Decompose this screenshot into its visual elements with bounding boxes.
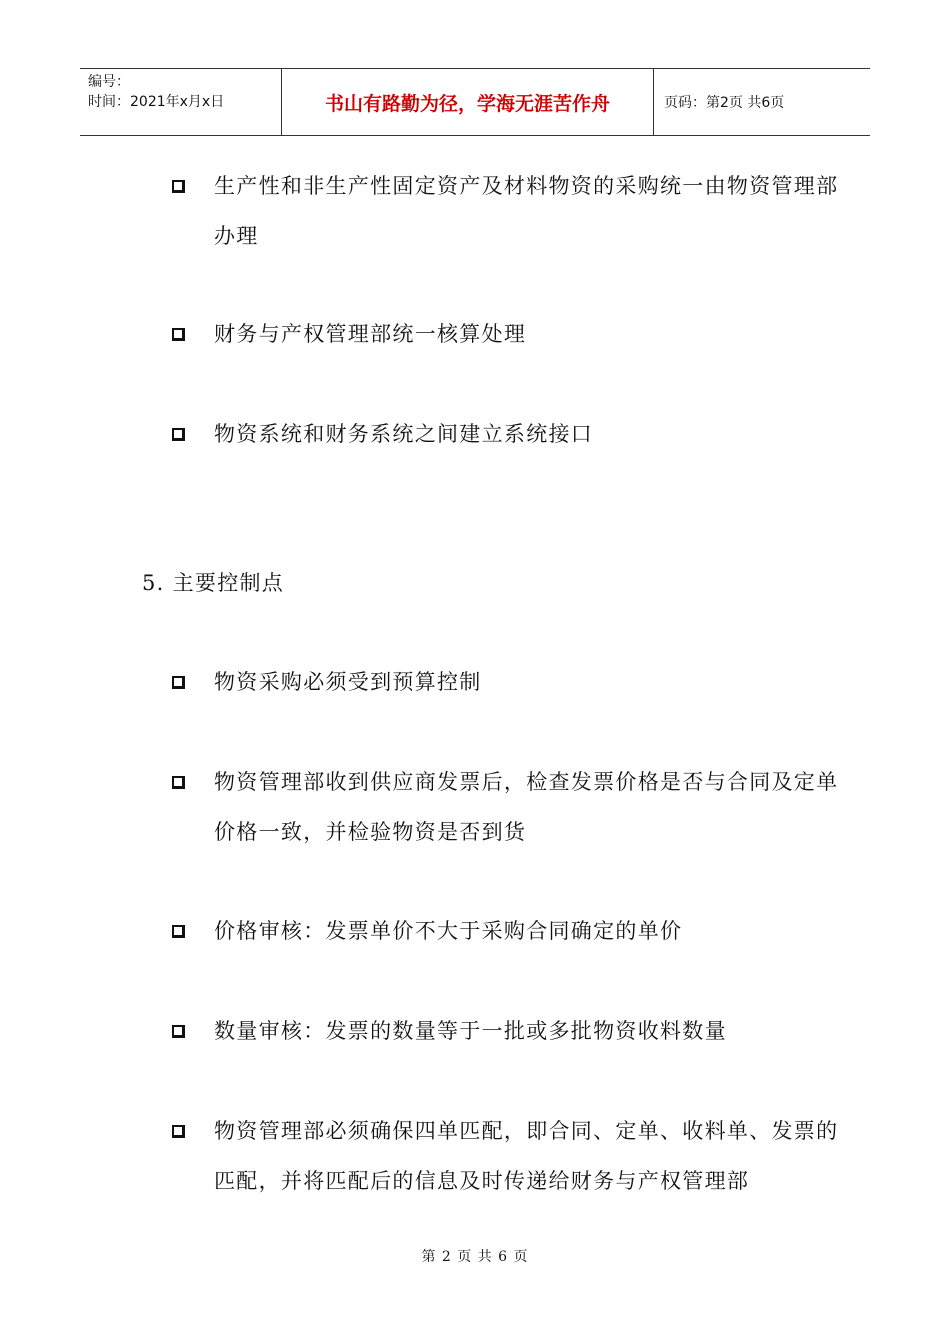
page-footer: 第 2 页 共 6 页 (421, 1249, 529, 1265)
section-heading: 5. 主要控制点 (142, 571, 285, 595)
checkbox-bullet-icon (172, 776, 185, 789)
checkbox-bullet-icon (172, 1125, 185, 1138)
checkbox-bullet-icon (172, 328, 185, 341)
list-item-text: 物资管理部收到供应商发票后，检查发票价格是否与合同及定单价格一致，并检验物资是否到货 (214, 770, 839, 844)
checkbox-bullet-icon (172, 1025, 185, 1038)
list-item-text: 数量审核：发票的数量等于一批或多批物资收料数量 (214, 1019, 727, 1043)
list-item-text: 价格审核：发票单价不大于采购合同确定的单价 (214, 919, 683, 943)
checkbox-bullet-icon (172, 925, 185, 938)
checkbox-bullet-icon (172, 180, 185, 193)
list-item-text: 生产性和非生产性固定资产及材料物资的采购统一由物资管理部办理 (214, 174, 839, 248)
page-header (80, 68, 870, 136)
list-item-text: 财务与产权管理部统一核算处理 (214, 322, 527, 346)
number-label: 编号： (88, 74, 130, 90)
checkbox-bullet-icon (172, 428, 185, 441)
header-motto: 书山有路勤为径，学海无涯苦作舟 (282, 69, 654, 135)
checkbox-bullet-icon (172, 676, 185, 689)
time-label: 时间：2021年x月x日 (88, 94, 225, 110)
header-meta (80, 69, 282, 135)
list-item-text: 物资系统和财务系统之间建立系统接口 (214, 422, 594, 446)
list-item-text: 物资采购必须受到预算控制 (214, 670, 482, 694)
list-item-text: 物资管理部必须确保四单匹配，即合同、定单、收料单、发票的匹配，并将匹配后的信息及时传递给财务与产权管理部 (214, 1119, 839, 1193)
header-page-info: 页码：第2页 共6页 (664, 95, 785, 111)
